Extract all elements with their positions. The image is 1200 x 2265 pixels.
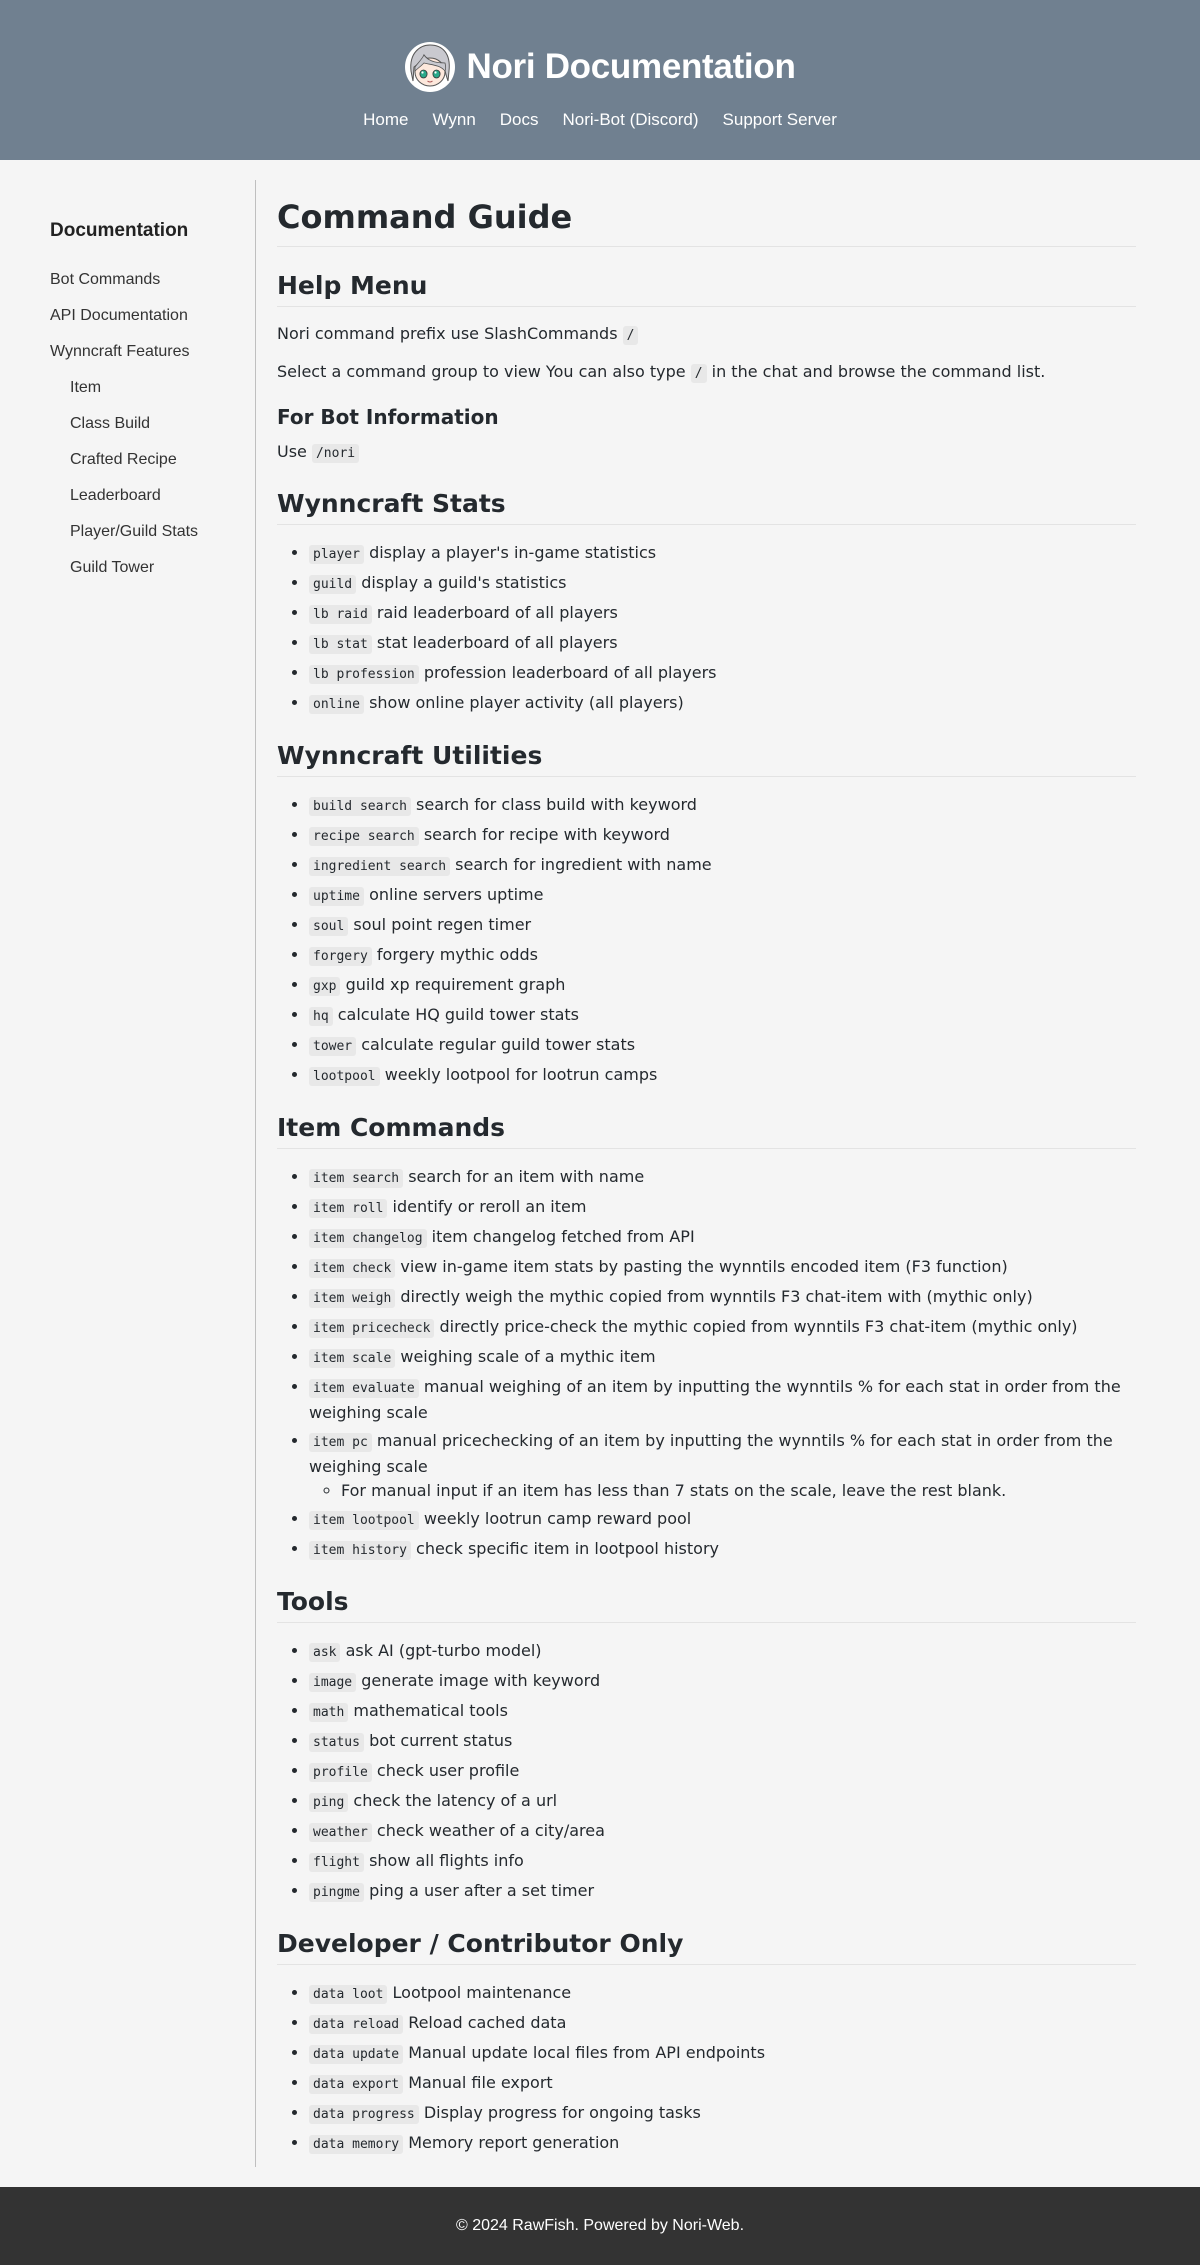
command-code: profile: [309, 1763, 372, 1782]
nav-wynn[interactable]: Wynn: [432, 110, 476, 129]
command-list-item-commands: [277, 1165, 1136, 1563]
command-sub-list: [309, 1479, 1136, 1503]
command-item: [309, 1849, 1136, 1875]
command-description: soul point regen timer: [353, 915, 532, 934]
command-item: [309, 661, 1136, 687]
sidebar-list: [50, 262, 255, 586]
brand[interactable]: [0, 38, 1200, 96]
command-item: [309, 1669, 1136, 1695]
page-body: [0, 160, 1200, 2187]
command-description: search for class build with keyword: [416, 795, 697, 814]
command-description: check the latency of a url: [353, 1791, 558, 1810]
command-description: ask AI (gpt-turbo model): [345, 1641, 542, 1660]
command-description: online servers uptime: [369, 885, 544, 904]
sidebar-item-leaderboard[interactable]: Leaderboard: [70, 487, 161, 504]
command-description: mathematical tools: [353, 1701, 508, 1720]
command-code: item evaluate: [309, 1379, 419, 1398]
command-item: [309, 2101, 1136, 2127]
command-code: data progress: [309, 2105, 419, 2124]
site-title: Nori Documentation: [466, 47, 796, 86]
prefix-code: /: [623, 326, 639, 345]
command-item: [309, 1639, 1136, 1665]
command-list-developer-contributor-only: [277, 1981, 1136, 2157]
command-code: guild: [309, 575, 356, 594]
command-description: directly weigh the mythic copied from wynntils F3 chat-item with (mythic only): [400, 1287, 1033, 1306]
command-sub-item: ◦ For manual input if an item has less than 7 stats on the scale, leave the rest blank.: [341, 1479, 1136, 1503]
command-item: [309, 1537, 1136, 1563]
command-item: [309, 883, 1136, 909]
nav-support-server[interactable]: Support Server: [722, 110, 837, 129]
command-code: hq: [309, 1007, 333, 1026]
command-description: directly price-check the mythic copied from wynntils F3 chat-item (mythic only): [439, 1317, 1078, 1336]
command-description: Manual update local files from API endpoints: [408, 2043, 766, 2062]
command-code: ping: [309, 1793, 348, 1812]
command-description: show online player activity (all players): [369, 693, 684, 712]
command-code: online: [309, 695, 364, 714]
command-code: lootpool: [309, 1067, 380, 1086]
command-code: item pricecheck: [309, 1319, 434, 1338]
command-sections: [277, 489, 1136, 2157]
command-item: [309, 1729, 1136, 1755]
command-code: data reload: [309, 2015, 403, 2034]
command-group-paragraph: [277, 361, 1136, 385]
sidebar-title: Documentation: [50, 220, 189, 241]
section-heading-item-commands: Item Commands: [277, 1113, 1136, 1149]
command-description: bot current status: [369, 1731, 513, 1750]
command-item: [309, 1225, 1136, 1251]
command-code: math: [309, 1703, 348, 1722]
command-item: [309, 913, 1136, 939]
command-item: [309, 1345, 1136, 1371]
command-item: [309, 1375, 1136, 1425]
command-item: [309, 1255, 1136, 1281]
command-description: stat leaderboard of all players: [376, 633, 618, 652]
main-content: [256, 180, 1136, 2167]
command-item: [309, 1699, 1136, 1725]
command-description: weekly lootpool for lootrun camps: [384, 1065, 658, 1084]
command-item: [309, 1063, 1136, 1089]
command-item: [309, 1789, 1136, 1815]
section-heading-wynncraft-utilities: Wynncraft Utilities: [277, 741, 1136, 777]
command-description: raid leaderboard of all players: [376, 603, 618, 622]
command-description: guild xp requirement graph: [345, 975, 566, 994]
command-item: [309, 631, 1136, 657]
sidebar-item-class-build[interactable]: Class Build: [70, 415, 151, 432]
command-code: uptime: [309, 887, 364, 906]
command-item: [309, 541, 1136, 567]
command-code: data export: [309, 2075, 403, 2094]
command-group-text-before: Select a command group to view You can also type: [277, 362, 686, 381]
command-description: search for ingredient with name: [455, 855, 712, 874]
command-item: [309, 1315, 1136, 1341]
command-code: image: [309, 1673, 356, 1692]
command-code: item check: [309, 1259, 395, 1278]
command-code: lb raid: [309, 605, 372, 624]
command-item: [309, 1195, 1136, 1221]
command-item: [309, 1429, 1136, 1503]
command-item: [309, 2041, 1136, 2067]
command-code: item search: [309, 1169, 403, 1188]
top-nav: [0, 110, 1200, 130]
command-description: weekly lootrun camp reward pool: [423, 1509, 692, 1528]
command-description: display a guild's statistics: [361, 573, 567, 592]
command-description: check weather of a city/area: [376, 1821, 605, 1840]
command-item: [309, 1285, 1136, 1311]
command-item: [309, 823, 1136, 849]
command-code: forgery: [309, 947, 372, 966]
command-description: view in-game item stats by pasting the wynntils encoded item (F3 function): [400, 1257, 1008, 1276]
command-code: ask: [309, 1643, 340, 1662]
command-code: data loot: [309, 1985, 387, 2004]
sidebar-item-crafted-recipe[interactable]: Crafted Recipe: [70, 451, 177, 468]
site-footer: [0, 2187, 1200, 2265]
section-heading-tools: Tools: [277, 1587, 1136, 1623]
command-code: tower: [309, 1037, 356, 1056]
command-item: [309, 1819, 1136, 1845]
bot-use-text: Use: [277, 442, 307, 461]
command-item: [309, 943, 1136, 969]
page-title: Command Guide: [277, 198, 1136, 247]
section-heading-developer-contributor-only: Developer / Contributor Only: [277, 1929, 1136, 1965]
command-description: Display progress for ongoing tasks: [423, 2103, 701, 2122]
command-description: identify or reroll an item: [392, 1197, 587, 1216]
prefix-paragraph: [277, 323, 1136, 347]
command-description: profession leaderboard of all players: [423, 663, 717, 682]
command-code: item pc: [309, 1433, 372, 1452]
command-code: weather: [309, 1823, 372, 1842]
command-list-tools: [277, 1639, 1136, 1905]
command-item: [309, 601, 1136, 627]
command-list-wynncraft-utilities: [277, 793, 1136, 1089]
command-code: lb profession: [309, 665, 419, 684]
command-description: generate image with keyword: [361, 1671, 601, 1690]
command-list-wynncraft-stats: [277, 541, 1136, 717]
command-group-text-after: in the chat and browse the command list.: [711, 362, 1046, 381]
sidebar-item-wynncraft-features[interactable]: Wynncraft Features: [50, 343, 190, 360]
command-item: [309, 2011, 1136, 2037]
command-code: item history: [309, 1541, 411, 1560]
command-code: player: [309, 545, 364, 564]
command-item: [309, 1003, 1136, 1029]
command-item: [309, 1033, 1136, 1059]
anime-girl-avatar-icon: [404, 41, 456, 93]
command-code: gxp: [309, 977, 340, 996]
nav-docs[interactable]: Docs: [499, 110, 539, 129]
command-item: [309, 1879, 1136, 1905]
command-code: build search: [309, 797, 411, 816]
command-description: calculate HQ guild tower stats: [337, 1005, 580, 1024]
command-description: show all flights info: [369, 1851, 524, 1870]
command-code: data memory: [309, 2135, 403, 2154]
command-code: item roll: [309, 1199, 387, 1218]
command-code: item scale: [309, 1349, 395, 1368]
command-item: [309, 853, 1136, 879]
command-code: item changelog: [309, 1229, 427, 1248]
command-description: item changelog fetched from API: [431, 1227, 695, 1246]
footer-text: © 2024 RawFish. Powered by Nori-Web.: [455, 2217, 745, 2234]
section-heading-help-menu: Help Menu: [277, 271, 1136, 307]
command-code: data update: [309, 2045, 403, 2064]
command-item: [309, 973, 1136, 999]
sidebar-item-api-documentation[interactable]: API Documentation: [50, 307, 188, 324]
command-item: [309, 1165, 1136, 1191]
command-description: Reload cached data: [408, 2013, 567, 2032]
nori-command-code: /nori: [312, 444, 359, 463]
command-item: [309, 1507, 1136, 1533]
command-code: soul: [309, 917, 348, 936]
command-description: Lootpool maintenance: [392, 1983, 572, 2002]
command-description: Memory report generation: [408, 2133, 620, 2152]
sidebar-item-bot-commands[interactable]: Bot Commands: [50, 271, 161, 288]
command-code: status: [309, 1733, 364, 1752]
sidebar: [0, 180, 256, 2167]
command-description: manual weighing of an item by inputting the wynntils % for each stat in order from the weighing scale: [309, 1377, 1121, 1422]
command-code: item weigh: [309, 1289, 395, 1308]
command-description: calculate regular guild tower stats: [361, 1035, 636, 1054]
sidebar-item-guild-tower[interactable]: Guild Tower: [70, 559, 155, 576]
command-description: search for recipe with keyword: [423, 825, 670, 844]
sidebar-item-player-guild-stats[interactable]: Player/Guild Stats: [70, 523, 199, 540]
command-description: ping a user after a set timer: [369, 1881, 595, 1900]
command-description: forgery mythic odds: [376, 945, 538, 964]
command-description: display a player's in-game statistics: [369, 543, 657, 562]
command-item: [309, 1759, 1136, 1785]
bot-information-heading: For Bot Information: [277, 405, 499, 429]
slash-code: /: [691, 364, 707, 383]
command-description: manual pricechecking of an item by inputting the wynntils % for each stat in order from the weighing scale: [309, 1431, 1113, 1476]
command-description: search for an item with name: [408, 1167, 645, 1186]
command-item: [309, 793, 1136, 819]
command-code: item lootpool: [309, 1511, 419, 1530]
command-item: [309, 2131, 1136, 2157]
nav-nori-bot-discord[interactable]: Nori-Bot (Discord): [562, 110, 699, 129]
command-item: [309, 2071, 1136, 2097]
command-description: check user profile: [376, 1761, 520, 1780]
sidebar-item-item[interactable]: Item: [70, 379, 102, 396]
command-description: weighing scale of a mythic item: [400, 1347, 656, 1366]
command-item: [309, 571, 1136, 597]
command-description: check specific item in lootpool history: [416, 1539, 719, 1558]
section-heading-wynncraft-stats: Wynncraft Stats: [277, 489, 1136, 525]
site-header: [0, 0, 1200, 160]
command-code: lb stat: [309, 635, 372, 654]
command-item: [309, 1981, 1136, 2007]
command-item: [309, 691, 1136, 717]
command-code: flight: [309, 1853, 364, 1872]
nav-home[interactable]: Home: [363, 110, 409, 129]
command-code: pingme: [309, 1883, 364, 1902]
command-code: ingredient search: [309, 857, 450, 876]
bot-information-paragraph: [277, 441, 1136, 465]
prefix-text: Nori command prefix use SlashCommands: [277, 324, 618, 343]
command-code: recipe search: [309, 827, 419, 846]
command-description: Manual file export: [408, 2073, 553, 2092]
